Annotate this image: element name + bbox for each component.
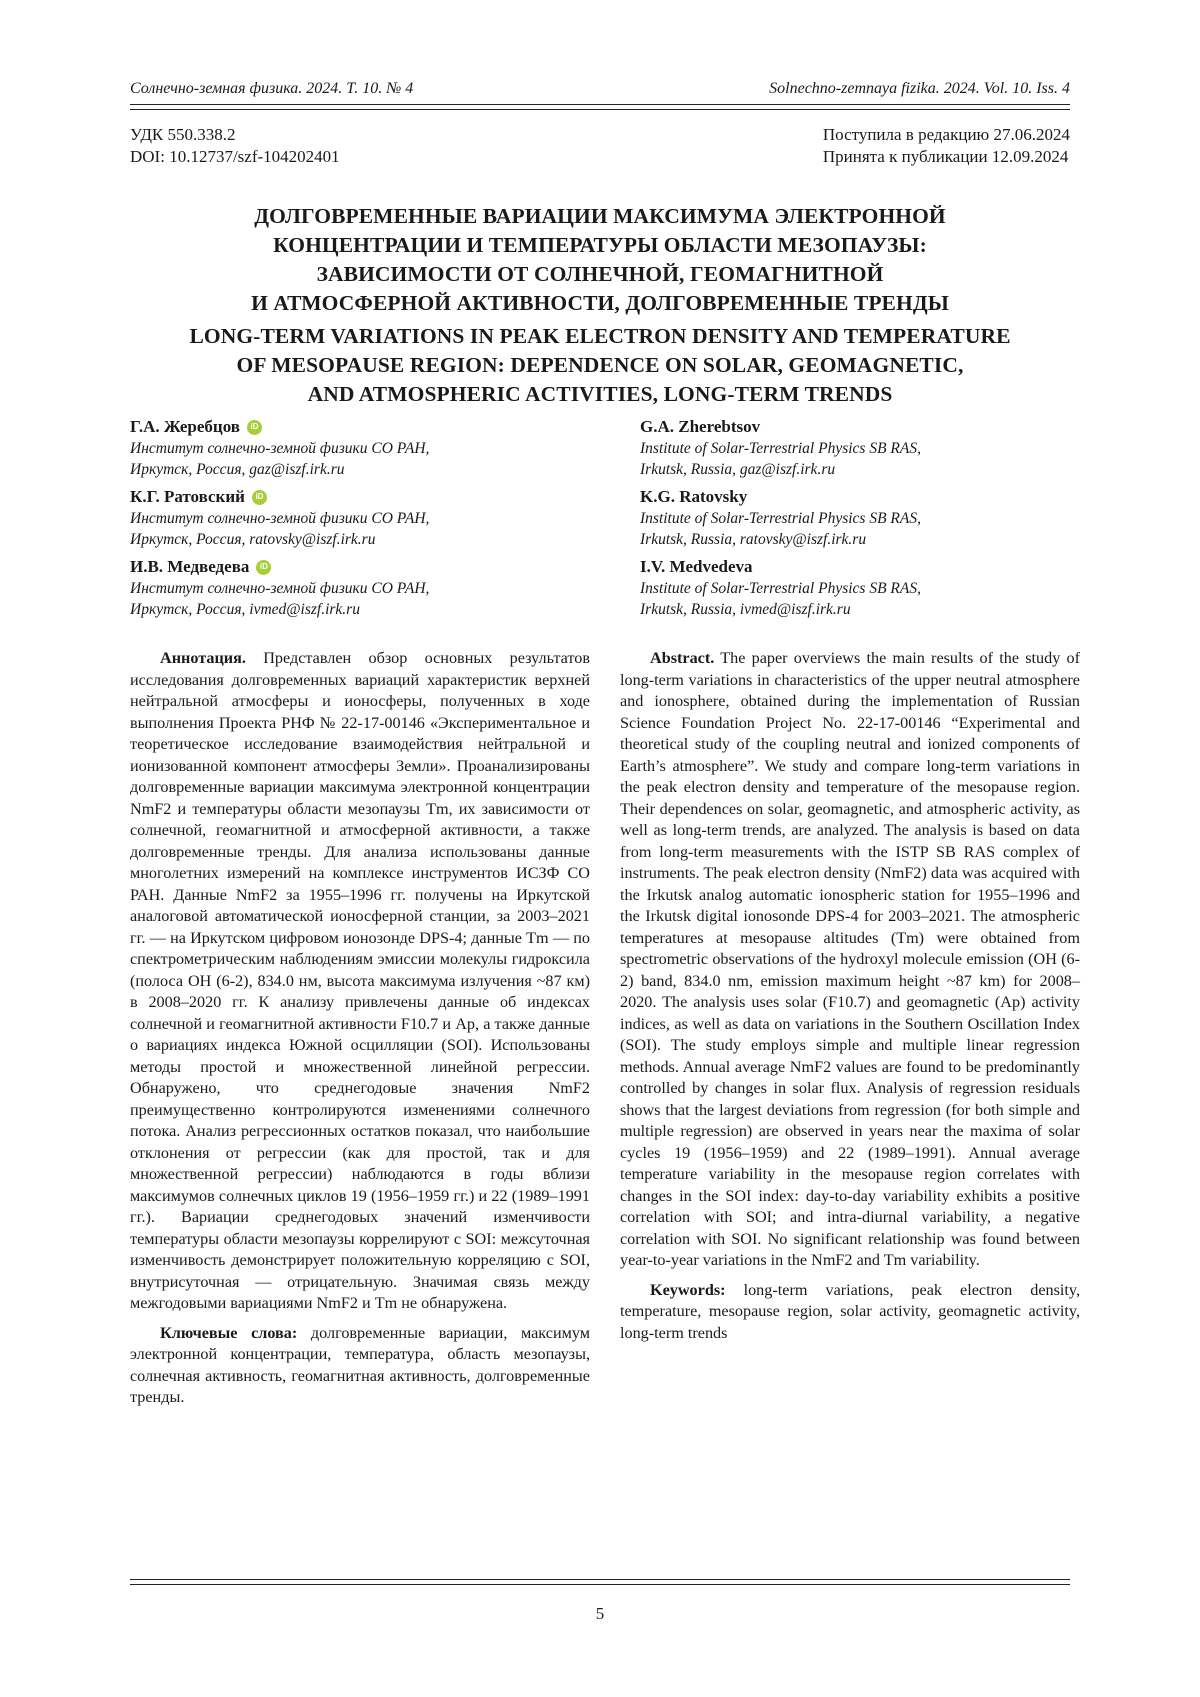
title-en-line: AND ATMOSPHERIC ACTIVITIES, LONG-TERM TRENDS (140, 380, 1060, 409)
abstract-ru-label: Аннотация. (160, 649, 246, 667)
author-name: G.A. Zherebtsov (640, 416, 760, 438)
author-name: I.V. Medvedeva (640, 556, 753, 578)
abstract-ru-text: Представлен обзор основных результатов исследования долговременных вариаций характеристик верхней нейтральной атмосферы и ионосферы, полученных в ходе выполнения Проекта РНФ № 22-17-00146 «Экспериментальное и теоретическое исследование взаимодействия нейтральной и ионизованной компонент атмосферы Земли». Проанализированы долговременные вариации максимума электронной концентрации NmF2 и температуры области мезопаузы Tm, их зависимости от солнечной, геомагнитной и атмосферной активности, а также долговременные тренды. Для анализа использованы данные многолетних измерений на комплексе инструментов ИСЗФ СО РАН. Данные NmF2 за 1955–1996 гг. получены на Иркутской аналоговой автоматической ионосферной станции, за 2003–2021 гг. — на Иркутском цифровом ионозонде DPS-4; данные Tm — по спектрометрическим наблюдениям эмиссии молекулы гидроксила (полоса OH (6-2), 834.0 нм, высота максимума излучения ~87 км) в 2008–2020 гг. К анализу привлечены данные об индексах солнечной и геомагнитной активности F10.7 и Ap, а также данные о вариациях индекса Южной осцилляции (SOI). Использованы методы простой и множественной линейной регрессии. Обнаружено, что среднегодовые значения NmF2 преимущественно контролируются изменениями солнечного потока. Анализ регрессионных остатков показал, что наибольшие отклонения от регрессии (как для простой, так и для множественной регрессии) наблюдаются в годы вблизи максимумов солнечных циклов 19 (1956–1959 гг.) и 22 (1989–1991 гг.). Вариации среднегодовых значений изменчивости температуры области мезопаузы коррелируют с SOI: межсуточная изменчивость демонстрирует положительную корреляцию с SOI, внутрисуточная — отрицательную. Значимая связь между межгодовыми вариациями NmF2 и Tm не обнаружена. (130, 649, 590, 1312)
abstract-ru-column (130, 648, 590, 1409)
title-ru (140, 202, 1060, 318)
abstract-en-label: Abstract. (650, 649, 714, 667)
accepted-date: Принята к публикации 12.09.2024 (823, 146, 1070, 168)
keywords-ru (130, 1323, 590, 1409)
author-affiliation: Institute of Solar-Terrestrial Physics SB RAS, (640, 508, 1070, 529)
title-en-line: OF MESOPAUSE REGION: DEPENDENCE ON SOLAR, GEOMAGNETIC, (140, 351, 1060, 380)
title-ru-line: ЗАВИСИМОСТИ ОТ СОЛНЕЧНОЙ, ГЕОМАГНИТНОЙ (140, 260, 1060, 289)
keywords-en (620, 1280, 1080, 1345)
title-ru-line: И АТМОСФЕРНОЙ АКТИВНОСТИ, ДОЛГОВРЕМЕННЫЕ ТРЕНДЫ (140, 289, 1060, 318)
keywords-ru-text: долговременные вариации, максимум электронной концентрации, температура, область мезопаузы, солнечная активность, геомагнитная активность, долговременные тренды. (130, 1324, 590, 1407)
page (0, 0, 1200, 1697)
orcid-icon[interactable]: iD (252, 490, 267, 505)
author-affiliation: Institute of Solar-Terrestrial Physics SB RAS, (640, 578, 1070, 599)
author-location-email: Иркутск, Россия, ratovsky@iszf.irk.ru (130, 529, 560, 550)
author-affiliation: Институт солнечно-земной физики СО РАН, (130, 438, 560, 459)
author-en (640, 486, 1070, 550)
footer-rule (130, 1579, 1070, 1585)
title-ru-line: ДОЛГОВРЕМЕННЫЕ ВАРИАЦИИ МАКСИМУМА ЭЛЕКТРОННОЙ (140, 202, 1060, 231)
authors-en (640, 416, 1070, 626)
author-location-email: Irkutsk, Russia, ivmed@iszf.irk.ru (640, 599, 1070, 620)
author-affiliation: Институт солнечно-земной физики СО РАН, (130, 508, 560, 529)
header-rule (130, 104, 1070, 110)
title-en (140, 322, 1060, 409)
author-ru (130, 486, 560, 550)
abstract-en-column (620, 648, 1080, 1344)
author-location-email: Иркутск, Россия, gaz@iszf.irk.ru (130, 459, 560, 480)
running-head (130, 80, 1070, 102)
author-name: Г.А. Жеребцов (130, 416, 240, 438)
authors (130, 416, 1070, 621)
author-location-email: Irkutsk, Russia, gaz@iszf.irk.ru (640, 459, 1070, 480)
author-name: К.Г. Ратовский (130, 486, 245, 508)
keywords-en-label: Keywords: (650, 1281, 726, 1299)
title-en-line: LONG-TERM VARIATIONS IN PEAK ELECTRON DENSITY AND TEMPERATURE (140, 322, 1060, 351)
journal-title-ru: Солнечно-земная физика. 2024. Т. 10. № 4 (130, 80, 413, 98)
keywords-ru-label: Ключевые слова: (160, 1324, 297, 1342)
author-location-email: Irkutsk, Russia, ratovsky@iszf.irk.ru (640, 529, 1070, 550)
journal-title-en: Solnechno-zemnaya fizika. 2024. Vol. 10. Iss. 4 (769, 80, 1070, 98)
udk: УДК 550.338.2 (130, 124, 340, 146)
keywords-en-text: long-term variations, peak electron density, temperature, mesopause region, solar activity, geomagnetic activity, long-term trends (620, 1281, 1080, 1342)
received-date: Поступила в редакцию 27.06.2024 (823, 124, 1070, 146)
abstract-en (620, 648, 1080, 1272)
authors-ru (130, 416, 560, 626)
author-name: И.В. Медведева (130, 556, 249, 578)
abstract-ru (130, 648, 590, 1315)
abstract-en-text: The paper overviews the main results of the study of long-term variations in characteristics of the upper neutral atmosphere and ionosphere, obtained during the implementation of Russian Science Foundation Project No. 22-17-00146 “Experimental and theoretical study of the coupling neutral and ionized components of Earth’s atmosphere”. We study and compare long-term variations in the peak electron density and temperature of the mesopause region. Their dependences on solar, geomagnetic, and atmospheric activity, as well as long-term trends, are analyzed. The analysis is based on data from long-term measurements with the ISTP SB RAS complex of instruments. The peak electron density (NmF2) data was acquired with the Irkutsk analog automatic ionospheric station for 1955–1996 and the Irkutsk digital ionosonde DPS-4 for 2003–2021. The atmospheric temperatures at mesopause altitudes (Tm) were obtained from spectrometric observations of the hydroxyl molecule emission (OH (6-2) band, 834.0 nm, emission maximum height ~87 km) for 2008–2020. The analysis uses solar (F10.7) and geomagnetic (Ap) activity indices, as well as data on variations in the Southern Oscillation Index (SOI). The study employs simple and multiple linear regression methods. Annual average NmF2 values are found to be predominantly controlled by changes in solar flux. Analysis of regression residuals shows that the largest deviations from regression (for both simple and multiple regression) are observed in years near the maxima of solar cycles 19 (1956–1959) and 22 (1989–1991). Annual average temperature variability in the mesopause region correlates with changes in the SOI index: day-to-day variability exhibits a positive correlation with SOI; and intra-diurnal variability, a negative correlation with SOI. No significant relationship was found between year-to-year variations in the NmF2 and Tm variability. (620, 649, 1080, 1269)
author-en (640, 556, 1070, 620)
author-affiliation: Институт солнечно-земной физики СО РАН, (130, 578, 560, 599)
author-location-email: Иркутск, Россия, ivmed@iszf.irk.ru (130, 599, 560, 620)
orcid-icon[interactable]: iD (256, 560, 271, 575)
author-ru (130, 416, 560, 480)
author-affiliation: Institute of Solar-Terrestrial Physics SB RAS, (640, 438, 1070, 459)
title-ru-line: КОНЦЕНТРАЦИИ И ТЕМПЕРАТУРЫ ОБЛАСТИ МЕЗОПАУЗЫ: (140, 231, 1060, 260)
doi: DOI: 10.12737/szf-104202401 (130, 146, 340, 168)
page-number: 5 (0, 1604, 1200, 1624)
author-en (640, 416, 1070, 480)
author-name: K.G. Ratovsky (640, 486, 747, 508)
author-ru (130, 556, 560, 620)
orcid-icon[interactable]: iD (247, 420, 262, 435)
